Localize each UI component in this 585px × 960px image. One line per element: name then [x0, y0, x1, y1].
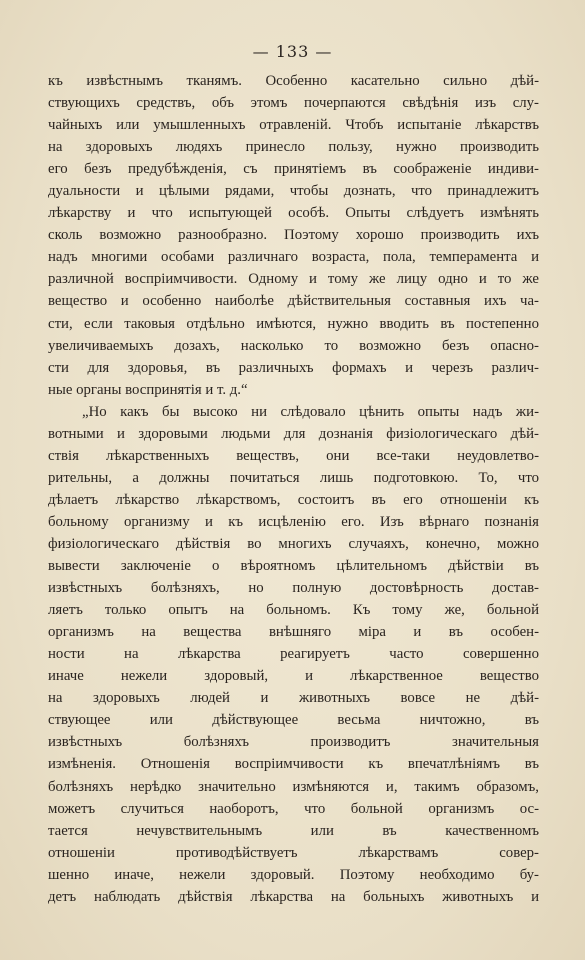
text-line: болѣзняхъ нерѣдко значительно измѣняются и, такимъ образомъ, [48, 778, 539, 795]
text-line: вотными и здоровыми людьми для дознанія физіологическаго дѣй- [48, 425, 539, 442]
text-line: детъ наблюдать дѣйствія лѣкарства на больныхъ животныхъ и [48, 888, 539, 905]
text-line: дѣлаетъ лѣкарство лѣкарствомъ, состоитъ въ его отношеніи къ [48, 491, 539, 508]
text-line: его безъ предубѣжденія, съ принятіемъ въ соображеніе индиви- [48, 161, 539, 178]
text-line: иначе нежели здоровый, и лѣкарственное вещество [48, 668, 539, 685]
text-line: чайныхъ или умышленныхъ отравленій. Чтобъ испытаніе лѣкарствъ [48, 117, 539, 134]
text-line: вывести заключеніе о вѣроятномъ цѣлительномъ дѣйствіи въ [48, 558, 539, 575]
text-line: сти для здоровья, въ различныхъ формахъ и черезъ различ- [48, 359, 539, 376]
text-line: лѣкарству и что испытующей особѣ. Опыты слѣдуетъ измѣнять [48, 205, 539, 222]
text-line: ные органы воспринятія и т. д.“ [48, 381, 248, 398]
text-line: ствующее или дѣйствующее весьма ничтожно, въ [48, 712, 539, 729]
text-line: сколь возможно разнообразно. Поэтому хорошо производить ихъ [48, 227, 539, 244]
text-line: отношеніи противодѣйствуетъ лѣкарствамъ совер- [48, 844, 539, 861]
text-line: „Но какъ бы высоко ни слѣдовало цѣнить опыты надъ жи- [82, 403, 539, 420]
text-line: извѣстныхъ болѣзняхъ производитъ значительныя [48, 734, 539, 751]
text-line: къ извѣстнымъ тканямъ. Особенно касательно сильно дѣй- [48, 73, 539, 89]
text-line: на здоровыхъ людяхъ принесло пользу, нужно производить [48, 139, 539, 156]
text-line: дуальности и цѣлыми рядами, чтобы дознать, что принадлежитъ [48, 183, 539, 200]
text-line: сти, если таковыя отдѣльно имѣются, нужно вводить въ постепенно [48, 315, 539, 332]
text-line: физіологическаго дѣйствія во многихъ случаяхъ, конечно, можно [48, 535, 539, 552]
text-line: увеличиваемыхъ дозахъ, насколько то возможно безъ опасно- [48, 337, 539, 354]
page-number: — 133 — [252, 42, 333, 61]
text-line: на здоровыхъ людей и животныхъ вовсе не дѣй- [48, 690, 539, 707]
text-line: больному организму и къ исцѣленію его. Изъ вѣрнаго познанія [48, 513, 539, 530]
text-line: надъ многими особами различнаго возраста, пола, темперамента и [48, 249, 539, 266]
text-line: ности на лѣкарства реагируетъ часто совершенно [48, 646, 539, 663]
text-line: измѣненія. Отношенія воспріимчивости къ впечатлѣніямъ въ [48, 756, 539, 773]
text-line: ствія лѣкарственныхъ веществъ, они все-таки неудовлетво- [48, 447, 539, 464]
text-line: тается нечувствительнымъ или въ качественномъ [48, 822, 539, 839]
text-line: шенно иначе, нежели здоровый. Поэтому необходимо бу- [48, 866, 539, 883]
text-line: можетъ случиться наоборотъ, что больной организмъ ос- [48, 800, 539, 817]
text-line: рительны, а должны почитаться лишь подготовкою. То, что [48, 469, 539, 486]
text-line: ляетъ только опытъ на больномъ. Къ тому же, больной [48, 602, 539, 619]
text-line: вещество и особенно наиболѣе дѣйствительныя составныя ихъ ча- [48, 293, 539, 310]
body-text [48, 70, 539, 908]
text-line: организмъ на вещества внѣшняго міра и въ особен- [48, 624, 539, 641]
text-line: ствующихъ средствъ, объ этомъ почерпаются свѣдѣнія изъ слу- [48, 95, 539, 112]
text-line: извѣстныхъ болѣзняхъ, но полную достовѣрность достав- [48, 580, 539, 597]
text-line: различной воспріимчивости. Одному и тому же лицу одно и то же [48, 271, 539, 288]
